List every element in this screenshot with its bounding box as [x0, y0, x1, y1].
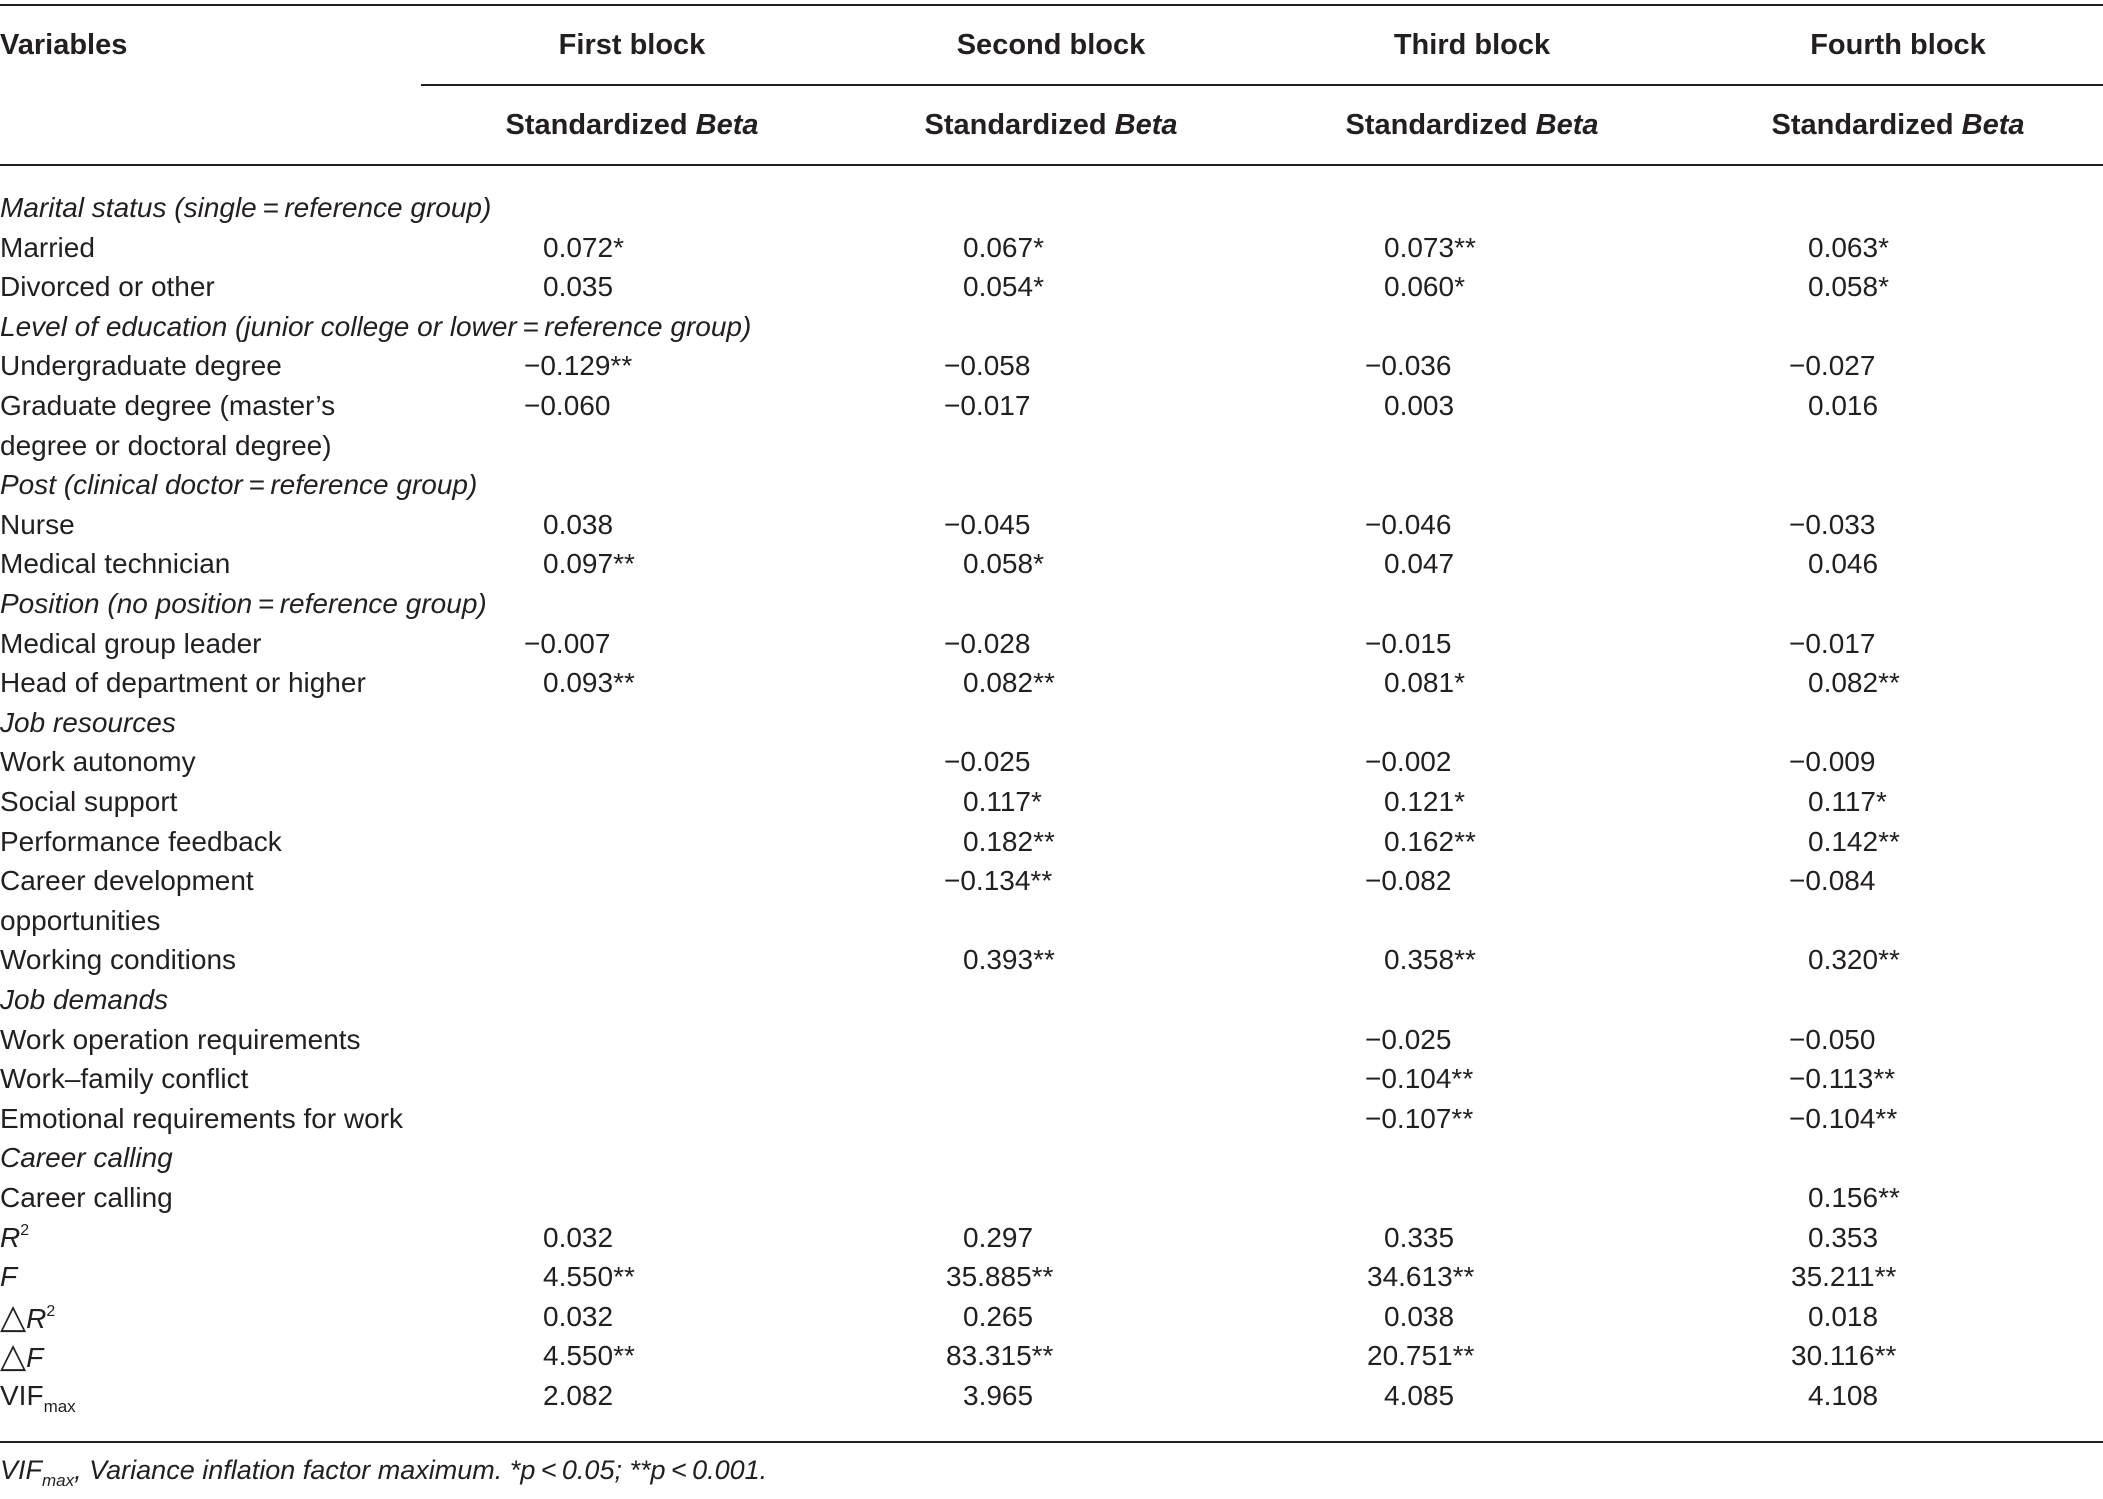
cell-value: −0.036 — [1365, 350, 1452, 382]
cell-value: 0.097** — [543, 548, 635, 580]
cell-value: 0.121* — [1384, 786, 1465, 817]
bottom-rule — [0, 1441, 2103, 1443]
stat-label-main: R — [0, 1221, 21, 1253]
section-label: Position (no position = reference group) — [0, 588, 487, 619]
stat-value: 0.032 — [543, 1221, 614, 1253]
cell-value: −0.134** — [944, 865, 1053, 897]
cell-value: 0.082** — [963, 667, 1055, 699]
cell-value: −0.104** — [1789, 1102, 1898, 1134]
header-sub-prefix: Standardized — [924, 109, 1115, 141]
cell-value: −0.050 — [1789, 1023, 1876, 1055]
cell-value: −0.104** — [1365, 1063, 1474, 1095]
cell-value: 0.038 — [543, 508, 614, 540]
cell-value: 0.063* — [1808, 231, 1889, 263]
row-label: Divorced or other — [0, 271, 215, 303]
row-label: Work–family conflict — [0, 1063, 249, 1095]
cell-value: 0.047 — [1384, 548, 1455, 580]
row-label: Nurse — [0, 508, 75, 540]
stat-value: 0.335 — [1384, 1221, 1455, 1253]
footnote — [0, 1452, 767, 1488]
row-label: Social support — [0, 786, 178, 817]
cell-value: 0.058* — [1808, 271, 1889, 303]
row-label: Work autonomy — [0, 746, 196, 778]
delta-icon: △ — [0, 1297, 27, 1336]
cell-value: 0.054* — [963, 271, 1044, 303]
header-sub-prefix: Standardized — [1771, 109, 1962, 141]
stat-label-sup: 2 — [46, 1302, 56, 1320]
header-variables: Variables — [0, 29, 128, 61]
row-label: Working conditions — [0, 944, 237, 976]
header-mid-rule — [421, 84, 2103, 86]
cell-value: 0.393** — [963, 944, 1055, 976]
cell-value: −0.060 — [524, 390, 611, 421]
stat-value: 83.315** — [946, 1340, 1054, 1372]
cell-value: 0.046 — [1808, 548, 1879, 580]
row-label: Undergraduate degree — [0, 350, 282, 382]
section-label: Job demands — [0, 984, 169, 1015]
cell-value: 0.072* — [543, 231, 624, 263]
row-label: opportunities — [0, 904, 161, 936]
row-label: Work operation requirements — [0, 1023, 361, 1055]
row-label: Married — [0, 231, 95, 263]
cell-value: −0.025 — [944, 746, 1031, 778]
row-label: Head of department or higher — [0, 667, 366, 699]
stat-value: 20.751** — [1367, 1340, 1475, 1372]
cell-value: −0.017 — [944, 390, 1031, 421]
stat-value: 0.353 — [1808, 1221, 1879, 1253]
stat-value: 0.032 — [543, 1300, 614, 1332]
stat-value: 34.613** — [1367, 1261, 1475, 1293]
cell-value: 0.117* — [963, 786, 1042, 817]
cell-value: −0.046 — [1365, 508, 1452, 540]
section-label: Level of education (junior college or lower = reference group) — [0, 310, 752, 342]
stat-label-main: F — [26, 1342, 44, 1374]
stat-label — [0, 1376, 76, 1416]
row-label: Medical technician — [0, 548, 231, 580]
header-sub-beta: Beta — [1961, 109, 2025, 141]
stat-label-sub: max — [43, 1397, 76, 1416]
stat-value: 2.082 — [543, 1380, 614, 1411]
cell-value: −0.017 — [1789, 627, 1876, 659]
cell-value: 0.093** — [543, 667, 635, 699]
stat-value: 0.038 — [1384, 1300, 1455, 1332]
stat-value: 4.550** — [543, 1340, 635, 1372]
stat-value: 30.116** — [1791, 1340, 1897, 1372]
cell-value: −0.129** — [524, 350, 633, 382]
header-sub-beta: Beta — [695, 109, 759, 141]
cell-value: −0.107** — [1365, 1102, 1474, 1134]
header-sub-4 — [1698, 107, 2098, 143]
stat-value: 4.108 — [1808, 1380, 1879, 1411]
stat-label-main: F — [0, 1261, 18, 1293]
row-label: Emotional requirements for work — [0, 1102, 404, 1134]
row-label: Career calling — [0, 1182, 173, 1213]
cell-value: 0.142** — [1808, 825, 1900, 857]
row-label: Graduate degree (master’s — [0, 390, 336, 421]
cell-value: 0.067* — [963, 231, 1044, 263]
stat-label-sup: 2 — [20, 1221, 30, 1239]
section-label: Post (clinical doctor = reference group) — [0, 469, 478, 501]
stat-label — [0, 1257, 17, 1297]
cell-value: −0.028 — [944, 627, 1031, 659]
header-bottom-rule — [0, 164, 2103, 166]
section-label: Marital status (single = reference group) — [0, 192, 492, 223]
stat-value: 3.965 — [963, 1380, 1034, 1411]
cell-value: 0.358** — [1384, 944, 1476, 976]
header-block-4: Fourth block — [1810, 29, 1986, 61]
stat-value: 4.085 — [1384, 1380, 1455, 1411]
header-sub-beta: Beta — [1535, 109, 1599, 141]
cell-value: −0.025 — [1365, 1023, 1452, 1055]
header-sub-1 — [432, 107, 832, 143]
cell-value: 0.035 — [543, 271, 614, 303]
cell-value: −0.058 — [944, 350, 1031, 382]
header-block-1: First block — [558, 29, 706, 61]
cell-value: −0.002 — [1365, 746, 1452, 778]
header-sub-3 — [1272, 107, 1672, 143]
cell-value: 0.156** — [1808, 1182, 1900, 1213]
row-label: Performance feedback — [0, 825, 282, 857]
row-label: Career development — [0, 865, 254, 897]
stat-label-main: VIF — [0, 1380, 44, 1411]
header-sub-beta: Beta — [1114, 109, 1178, 141]
cell-value: −0.113** — [1789, 1063, 1896, 1095]
footnote-vif-sub: max — [42, 1471, 75, 1490]
cell-value: 0.058* — [963, 548, 1044, 580]
cell-value: 0.016 — [1808, 390, 1879, 421]
delta-icon: △ — [0, 1337, 27, 1376]
cell-value: 0.060* — [1384, 271, 1465, 303]
cell-value: 0.003 — [1384, 390, 1455, 421]
header-sub-prefix: Standardized — [505, 109, 696, 141]
header-sub-prefix: Standardized — [1345, 109, 1536, 141]
stat-value: 0.265 — [963, 1300, 1034, 1332]
section-label: Job resources — [0, 706, 176, 738]
cell-value: 0.073** — [1384, 231, 1476, 263]
header-sub-2 — [851, 107, 1251, 143]
footnote-vif: VIF — [0, 1455, 43, 1485]
header-block-3: Third block — [1393, 29, 1551, 61]
stat-label-main: R — [26, 1302, 47, 1334]
stat-value: 35.211** — [1791, 1261, 1897, 1293]
header-block-2: Second block — [956, 29, 1146, 61]
cell-value: −0.007 — [524, 627, 611, 659]
stat-value: 0.018 — [1808, 1300, 1879, 1332]
stat-label — [0, 1218, 29, 1258]
cell-value: −0.084 — [1789, 865, 1876, 897]
stat-label — [0, 1297, 55, 1337]
cell-value: −0.082 — [1365, 865, 1452, 897]
cell-value: 0.162** — [1384, 825, 1476, 857]
cell-value: 0.082** — [1808, 667, 1900, 699]
top-rule — [0, 4, 2103, 6]
row-label: degree or doctoral degree) — [0, 429, 332, 461]
cell-value: −0.045 — [944, 508, 1031, 540]
cell-value: −0.033 — [1789, 508, 1876, 540]
stat-value: 35.885** — [946, 1261, 1054, 1293]
stat-value: 0.297 — [963, 1221, 1034, 1253]
cell-value: 0.320** — [1808, 944, 1900, 976]
stat-label — [0, 1336, 43, 1376]
cell-value: −0.009 — [1789, 746, 1876, 778]
footnote-text: , Variance inflation factor maximum. *p < 0.05; **p < 0.001. — [74, 1455, 768, 1485]
section-label: Career calling — [0, 1142, 173, 1174]
cell-value: −0.015 — [1365, 627, 1452, 659]
cell-value: 0.081* — [1384, 667, 1465, 699]
cell-value: −0.027 — [1789, 350, 1876, 382]
stat-value: 4.550** — [543, 1261, 635, 1293]
row-label: Medical group leader — [0, 627, 262, 659]
cell-value: 0.117* — [1808, 786, 1887, 817]
cell-value: 0.182** — [963, 825, 1055, 857]
